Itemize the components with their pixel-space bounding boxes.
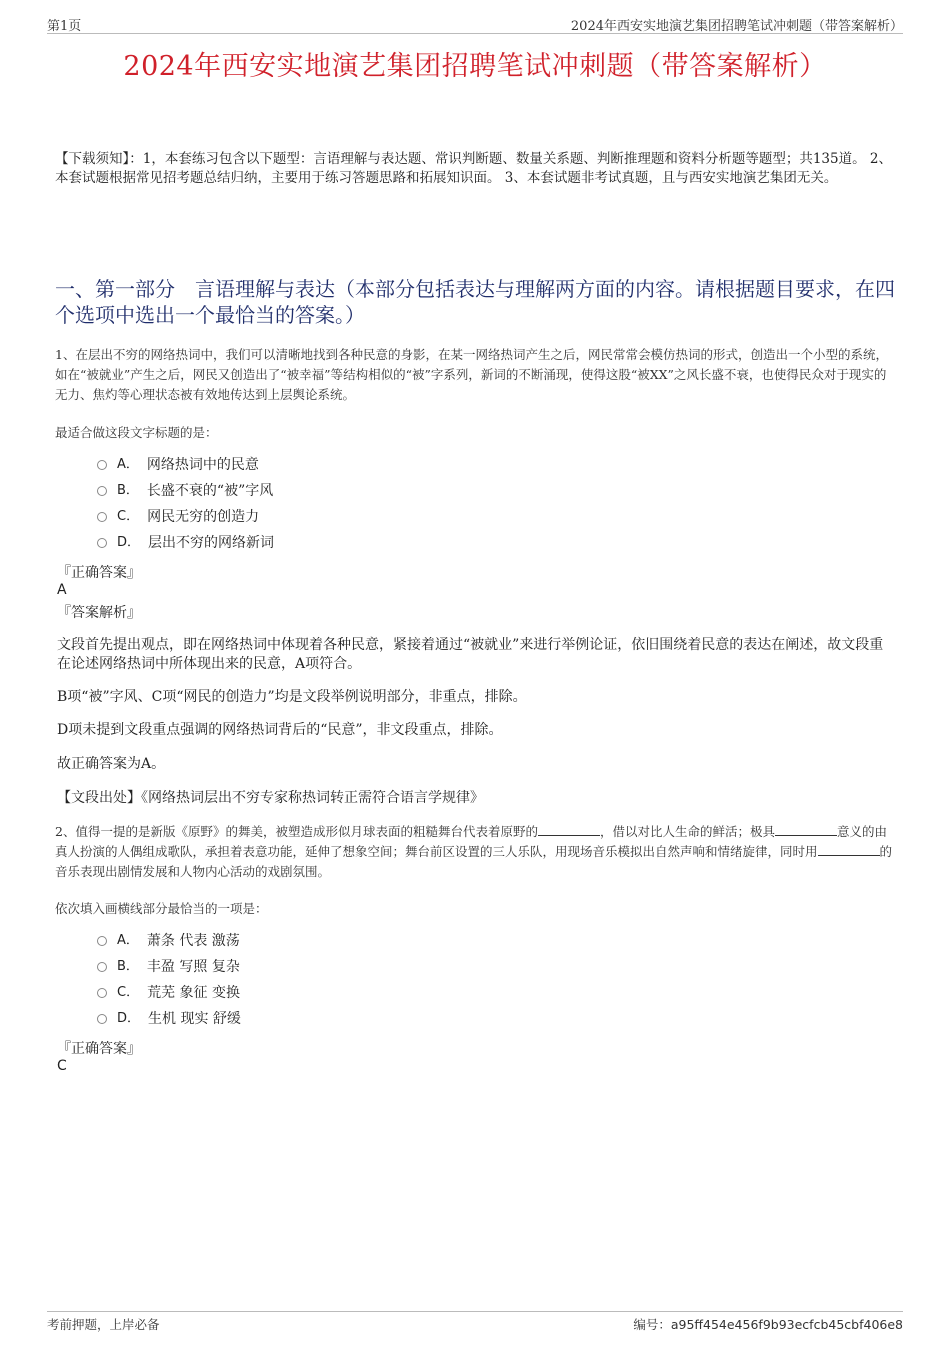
question-1-analysis-2: B项“被”字风、C项“网民的创造力”均是文段举例说明部分，非重点，排除。: [57, 689, 527, 705]
fill-blank: [818, 843, 880, 856]
question-2-text: 2、值得一提的是新版《原野》的舞美，被塑造成形似月球表面的粗糙舞台代表着原野的 ，借以对比人生命的鲜活；极具 意义的由真人扮演的人偶组成歌队，承担着表意功能，延伸了想象空间；舞台前区设置的三人乐队，用现场音乐模拟出自然声响和情绪旋律，同时用 的音乐表现出剧情发展和人物内心活动的戏剧氛围。: [55, 824, 893, 879]
question-1-analysis-label: 『答案解析』: [57, 605, 141, 621]
question-1-analysis-3: D项未提到文段重点强调的网络热词背后的“民意”，非文段重点，排除。: [57, 722, 503, 738]
radio-icon[interactable]: [97, 936, 107, 946]
question-2-option-d[interactable]: D． 生机 现实 舒缓: [97, 1006, 241, 1032]
question-1-analysis-1: 文段首先提出观点，即在网络热词中体现着各种民意，紧接着通过“被就业”来进行举例论证，依旧围绕着民意的表达在阐述，故文段重在论述网络热词中所体现出来的民意，A项符合。: [57, 637, 884, 672]
question-1-answer: A: [57, 582, 67, 598]
question-1-options: [97, 452, 274, 556]
radio-icon[interactable]: [97, 962, 107, 972]
radio-icon[interactable]: [97, 486, 107, 496]
question-1-option-b[interactable]: B． 长盛不衰的“被”字风: [97, 478, 274, 504]
radio-icon[interactable]: [97, 988, 107, 998]
question-1-option-d[interactable]: D． 层出不穷的网络新词: [97, 530, 274, 556]
question-2-answer-label: 『正确答案』: [57, 1041, 141, 1057]
question-1-text: 1、在层出不穷的网络热词中，我们可以清晰地找到各种民意的身影，在某一网络热词产生之后，网民常常会模仿热词的形式，创造出一个小型的系统，如在“被就业”产生之后，网民又创造出了“被幸福”等结构相似的“被”字系列，新词的不断涌现，使得这股“被XX”之风长盛不衰，也使得民众对于现实的无力、焦灼等心理状态被有效地传达到上层舆论系统。: [55, 347, 888, 402]
question-2-option-c[interactable]: C． 荒芜 象征 变换: [97, 980, 241, 1006]
page-header: [47, 15, 903, 34]
question-1-source: 【文段出处】《网络热词层出不穷专家称热词转正需符合语言学规律》: [57, 790, 484, 806]
question-1-option-c[interactable]: C． 网民无穷的创造力: [97, 504, 274, 530]
page-title: 2024年西安实地演艺集团招聘笔试冲刺题（带答案解析）: [123, 51, 827, 82]
question-2-option-b[interactable]: B． 丰盈 写照 复杂: [97, 954, 241, 980]
header-doc-title: 2024年西安实地演艺集团招聘笔试冲刺题（带答案解析）: [570, 19, 903, 34]
radio-icon[interactable]: [97, 538, 107, 548]
footer-doc-id: 编号：a95ff454e456f9b93ecfcb45cbf406e8: [633, 1317, 903, 1332]
radio-icon[interactable]: [97, 512, 107, 522]
radio-icon[interactable]: [97, 1014, 107, 1024]
question-2-option-a[interactable]: A． 萧条 代表 激荡: [97, 928, 241, 954]
question-2-prompt: 依次填入画横线部分最恰当的一项是：: [55, 901, 268, 916]
question-1-analysis-4: 故正确答案为A。: [57, 756, 166, 772]
fill-blank: [775, 823, 837, 836]
page-footer: [47, 1311, 903, 1335]
question-2-answer: C: [57, 1058, 67, 1074]
radio-icon[interactable]: [97, 460, 107, 470]
question-1-option-a[interactable]: A． 网络热词中的民意: [97, 452, 274, 478]
footer-slogan: 考前押题，上岸必备: [47, 1317, 160, 1332]
section-heading: 一、第一部分 言语理解与表达（本部分包括表达与理解两方面的内容。请根据题目要求，在四个选项中选出一个最恰当的答案。）: [55, 277, 895, 327]
download-notice: 【下载须知】：1，本套练习包含以下题型：言语理解与表达题、常识判断题、数量关系题、判断推理题和资料分析题等题型；共135道。 2、本套试题根据常见招考题总结归纳，主要用于练习答题思路和拓展知识面。 3、本套试题非考试真题，且与西安实地演艺集团无关。: [55, 151, 892, 186]
question-2-options: [97, 928, 241, 1032]
question-1-prompt: 最适合做这段文字标题的是：: [55, 425, 218, 440]
page-number: 第1页: [47, 19, 82, 34]
question-1-answer-label: 『正确答案』: [57, 565, 141, 581]
fill-blank: [538, 823, 600, 836]
